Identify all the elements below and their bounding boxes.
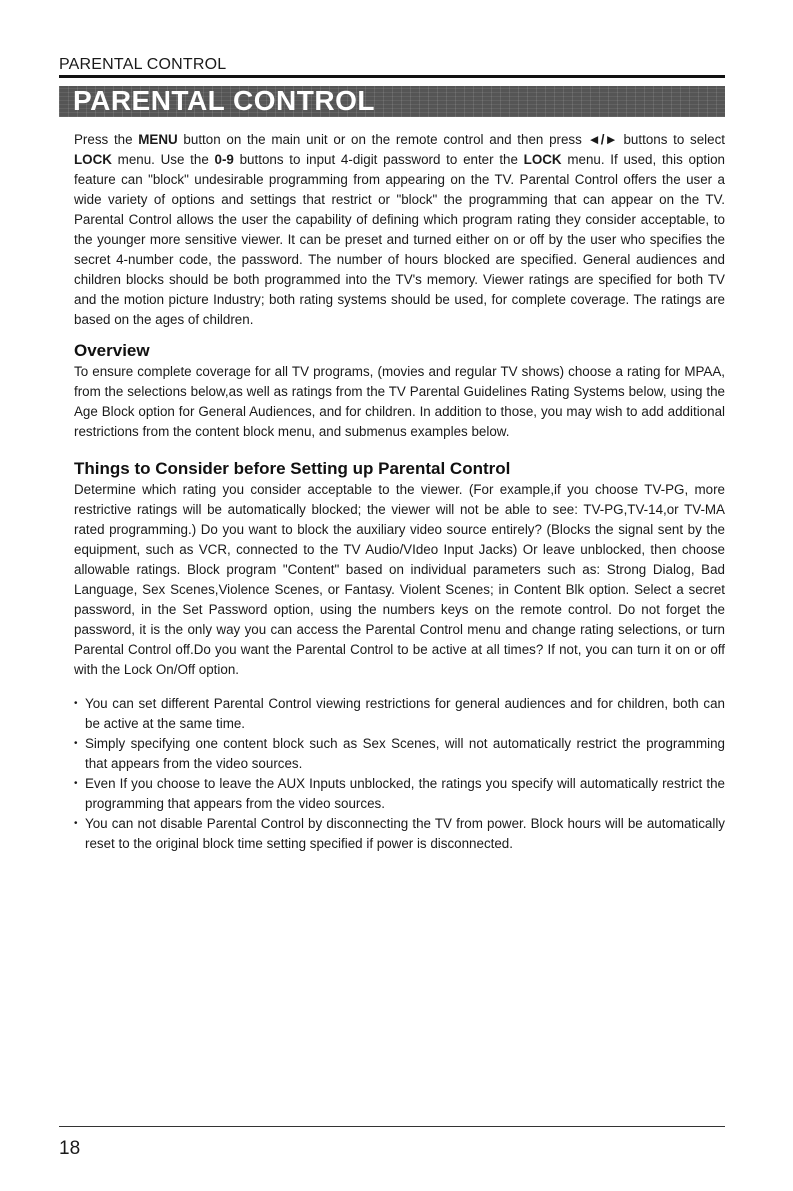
intro-paragraph	[74, 130, 725, 330]
intro-text: Press the	[74, 132, 139, 147]
things-heading: Things to Consider before Setting up Parental Control	[74, 459, 511, 478]
digit-buttons-ref: 0-9	[214, 152, 234, 167]
intro-text: menu. Use the	[111, 152, 215, 167]
list-item: • You can set different Parental Control viewing restrictions for general audiences and for children, both can be active at the same time.	[74, 694, 725, 734]
title-banner	[59, 86, 725, 117]
intro-text: button on the main unit or on the remote control and then press	[177, 132, 588, 147]
page-number: 18	[59, 1138, 81, 1159]
menu-button-ref: MENU	[138, 132, 178, 147]
running-header: PARENTAL CONTROL	[59, 56, 227, 73]
content-body	[74, 130, 725, 854]
lock-menu-ref: LOCK	[74, 152, 112, 167]
list-item: • You can not disable Parental Control by disconnecting the TV from power. Block hours will be automatically reset to the original block time setting specified if power is disconnected.	[74, 814, 725, 854]
tips-list	[74, 694, 725, 854]
intro-text: buttons to select	[617, 132, 725, 147]
banner-title: PARENTAL CONTROL	[73, 86, 375, 116]
arrow-buttons-ref: ◄/►	[587, 132, 618, 147]
list-item: • Even If you choose to leave the AUX Inputs unblocked, the ratings you specify will automatically restrict the programming that appears from the video sources.	[74, 774, 725, 814]
footer-rule	[59, 1126, 725, 1127]
lock-menu-ref: LOCK	[523, 152, 562, 167]
intro-text: menu. If used, this option feature can "block" undesirable programming from appearing on the TV. Parental Control offers the user a wide variety of options and settings that restrict or "block" the programming that can appear on the TV. Parental Control allows the user the capability of defining which program rating they consider acceptable, to the younger more sensitive viewer. It can be preset and turned either on or off by the user who specifies the secret 4-number code, the password. The number of hours blocked are specified. General audiences and children blocks should be both programmed into the TV's memory. Viewer ratings are specified for both TV and the motion picture Industry; both rating systems should be used, for complete coverage. The ratings are based on the ages of children.	[74, 152, 726, 327]
overview-paragraph: To ensure complete coverage for all TV programs, (movies and regular TV shows) choose a rating for MPAA, from the selections below,as well as ratings from the TV Parental Guidelines Rating Systems below, using the Age Block option for General Audiences, and for children. In addition to those, you may wish to add additional restrictions from the content block menu, and submenus examples below.	[74, 364, 725, 439]
things-paragraph: Determine which rating you consider acceptable to the viewer. (For example,if you choose TV-PG, more restrictive ratings will be automatically blocked; the viewer will not be able to see: TV-PG,TV-14,or TV-MA rated programming.) Do you want to block the auxiliary video source entirely? (Blocks the signal sent by the equipment, such as VCR, connected to the TV Audio/VIdeo Input Jacks) Or leave unblocked, then choose allowable ratings. Block program "Content" based on individual parameters such as: Strong Dialog, Bad Language, Sex Scenes,Violence Scenes, or Fantasy. Violent Scenes; in Content Blk option. Select a secret password, in the Set Password option, using the numbers keys on the remote control. Do not forget the password, it is the only way you can access the Parental Control menu and change rating selections, or turn Parental Control off.Do you want the Parental Control to be active at all times? If not, you can turn it on or off with the Lock On/Off option.	[74, 482, 725, 677]
list-item: • Simply specifying one content block such as Sex Scenes, will not automatically restrict the programming that appears from the video sources.	[74, 734, 725, 774]
intro-text: buttons to input 4-digit password to enter the	[233, 152, 524, 167]
overview-heading: Overview	[74, 341, 150, 360]
header-rule	[59, 75, 725, 78]
